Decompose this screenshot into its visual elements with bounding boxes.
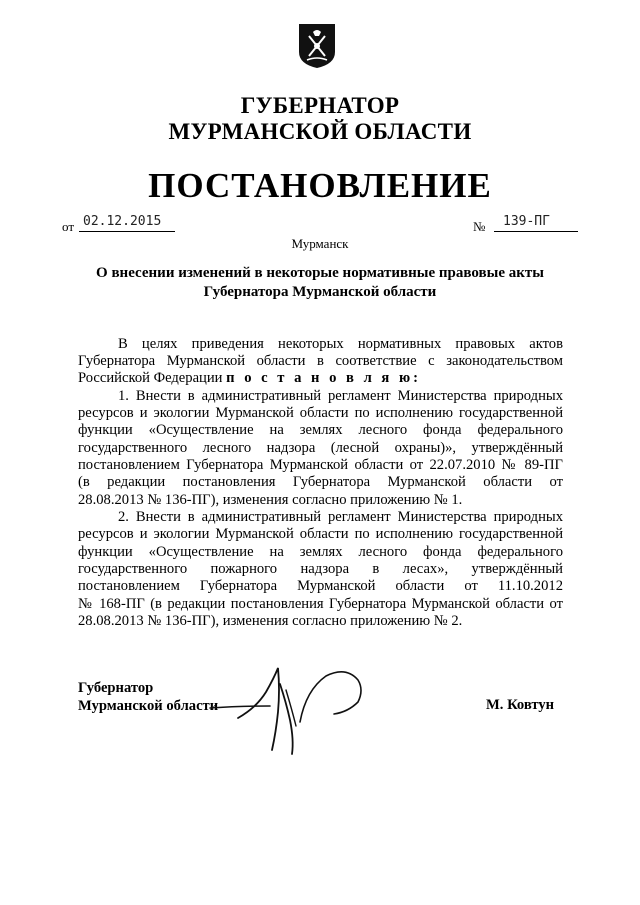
document-subject [76,264,564,302]
body-line: государственного лесного надзора (лесной охраны)», утверждённый [78,440,563,456]
body-line: Губернатора Мурманской области в соответствие с законодательством [78,353,563,369]
body-line: государственного пожарного надзора в лесах», утверждённый [78,561,563,577]
body-line: 2. Внести в административный регламент Министерства природных [118,509,563,525]
number-label: № [473,219,486,234]
signer-name: М. Ковтун [486,697,555,713]
issuer-region: МУРМАНСКОЙ ОБЛАСТИ [168,119,472,144]
intro-last: Российской Федерации [78,370,223,386]
body-line [78,370,563,388]
document-type: ПОСТАНОВЛЕНИЕ [148,166,492,205]
date-underline [79,231,175,232]
subject-line: О внесении изменений в некоторые нормативные правовые акты [96,265,544,281]
body-line: 28.08.2013 № 136-ПГ), изменения согласно приложению № 2. [78,613,463,629]
body-line: 1. Внести в административный регламент Министерства природных [118,388,563,404]
signer-role: Губернатор [78,680,154,696]
body-line: функции «Осуществление на землях лесного фонда федерального [78,544,563,560]
body-line: (в редакции постановления Губернатора Мурманской области от [78,474,563,490]
body-line: ресурсов и экологии Мурманской области по исполнению государственной [78,526,563,542]
number-value: 139-ПГ [503,214,550,229]
date-label: от [62,219,75,234]
body-line: ресурсов и экологии Мурманской области по исполнению государственной [78,405,563,421]
body-line: № 168-ПГ (в редакции постановления Губернатора Мурманской области от [78,596,563,612]
date-value: 02.12.2015 [83,214,162,229]
issuer-title: ГУБЕРНАТОР [240,93,400,118]
body-line: постановлением Губернатора Мурманской области от 22.07.2010 № 89-ПГ [78,457,563,473]
signer-role: Мурманской области [78,698,219,714]
city: Мурманск [291,236,349,251]
coat-of-arms-icon [297,22,337,70]
number-underline [494,231,578,232]
body-line: функции «Осуществление на землях лесного фонда федерального [78,422,563,438]
subject-line: Губернатора Мурманской области [203,284,437,300]
decree-word: п о с т а н о в л я ю: [226,370,421,386]
body-line: 28.08.2013 № 136-ПГ), изменения согласно приложению № 1. [78,492,463,508]
handwritten-signature [208,650,378,760]
body-line: В целях приведения некоторых нормативных правовых актов [118,336,563,352]
body-line: постановлением Губернатора Мурманской области от 11.10.2012 [78,578,563,594]
